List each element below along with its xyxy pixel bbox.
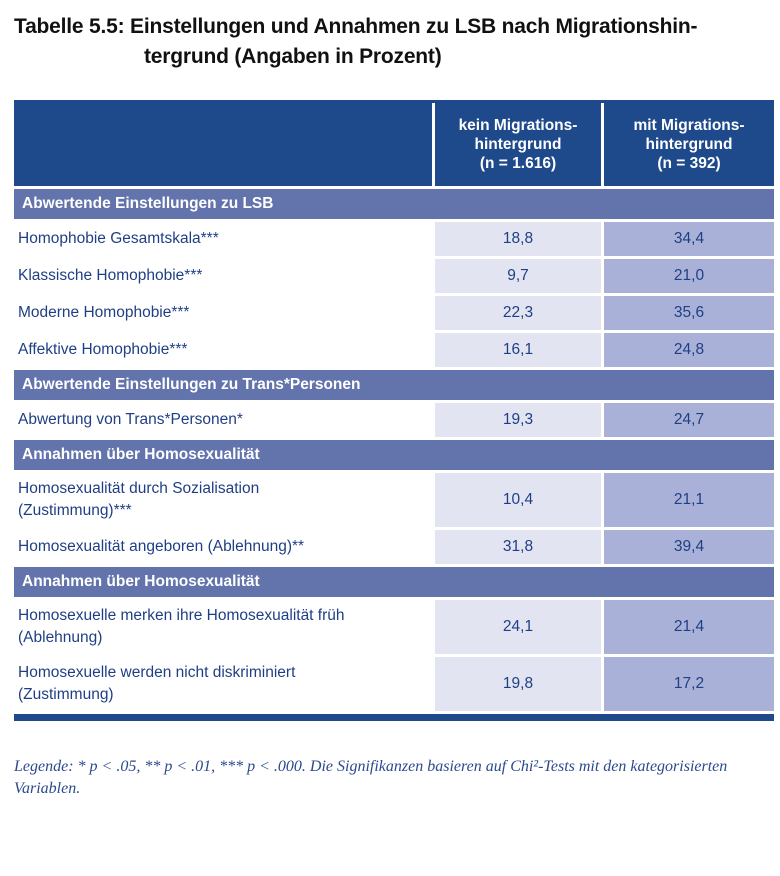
column-header-kein-migrationshintergrund [432, 103, 601, 186]
value-kein: 24,1 [435, 600, 601, 654]
column-header-line: hintergrund [474, 136, 562, 153]
table-row [14, 296, 774, 330]
value-kein: 31,8 [435, 530, 601, 564]
data-table [14, 100, 774, 721]
table-row [14, 657, 774, 711]
column-header-line: hintergrund [645, 136, 733, 153]
row-label-line: Homosexuelle werden nicht diskriminiert [18, 664, 296, 681]
value-mit: 17,2 [604, 657, 774, 711]
column-header-mit-migrationshintergrund [601, 103, 774, 186]
row-label [14, 657, 432, 711]
value-mit: 24,8 [604, 333, 774, 367]
section-header: Abwertende Einstellungen zu LSB [14, 189, 774, 219]
value-mit: 21,4 [604, 600, 774, 654]
legend-note: Legende: * p < .05, ** p < .01, *** p < .000. Die Signifikanzen basieren auf Chi²-Tests mit den kategorisierten Variablen. [14, 758, 728, 797]
table-title-line-2: tergrund (Angaben in Prozent) [144, 45, 442, 68]
row-label-line: (Ablehnung) [18, 629, 103, 646]
value-mit: 39,4 [604, 530, 774, 564]
value-kein: 22,3 [435, 296, 601, 330]
section-header: Annahmen über Homosexualität [14, 440, 774, 470]
table-header [14, 103, 774, 186]
table-title [14, 12, 774, 72]
value-kein: 10,4 [435, 473, 601, 527]
value-kein: 19,3 [435, 403, 601, 437]
value-mit: 34,4 [604, 222, 774, 256]
row-label [14, 600, 432, 654]
value-kein: 18,8 [435, 222, 601, 256]
row-label: Moderne Homophobie*** [18, 304, 190, 321]
row-label [14, 473, 432, 527]
row-label: Homophobie Gesamtskala*** [18, 230, 219, 247]
value-kein: 9,7 [435, 259, 601, 293]
table-bottom-rule [14, 714, 774, 721]
row-label-line: (Zustimmung)*** [18, 502, 132, 519]
table-title-line-1: Tabelle 5.5: Einstellungen und Annahmen zu LSB nach Migrationshin- [14, 15, 698, 38]
value-mit: 21,1 [604, 473, 774, 527]
section-header: Annahmen über Homosexualität [14, 567, 774, 597]
value-mit: 35,6 [604, 296, 774, 330]
header-empty-cell [14, 103, 432, 186]
value-mit: 24,7 [604, 403, 774, 437]
row-label-line: Homosexualität durch Sozialisation [18, 480, 260, 497]
table-row [14, 403, 774, 437]
value-mit: 21,0 [604, 259, 774, 293]
row-label: Affektive Homophobie*** [18, 341, 188, 358]
table-row [14, 473, 774, 527]
table-row [14, 222, 774, 256]
row-label: Klassische Homophobie*** [18, 267, 203, 284]
column-header-line: (n = 1.616) [479, 155, 557, 172]
table-row [14, 600, 774, 654]
column-header-line: kein Migrations- [458, 117, 578, 134]
value-kein: 16,1 [435, 333, 601, 367]
table-row [14, 530, 774, 564]
column-header-line: (n = 392) [657, 155, 721, 172]
column-header-line: mit Migrations- [633, 117, 745, 134]
row-label-line: (Zustimmung) [18, 686, 114, 703]
row-label: Abwertung von Trans*Personen* [18, 411, 243, 428]
value-kein: 19,8 [435, 657, 601, 711]
row-label: Homosexualität angeboren (Ablehnung)** [18, 538, 305, 555]
table-row [14, 333, 774, 367]
section-header: Abwertende Einstellungen zu Trans*Personen [14, 370, 774, 400]
row-label-line: Homosexuelle merken ihre Homosexualität früh [18, 607, 345, 624]
table-row [14, 259, 774, 293]
